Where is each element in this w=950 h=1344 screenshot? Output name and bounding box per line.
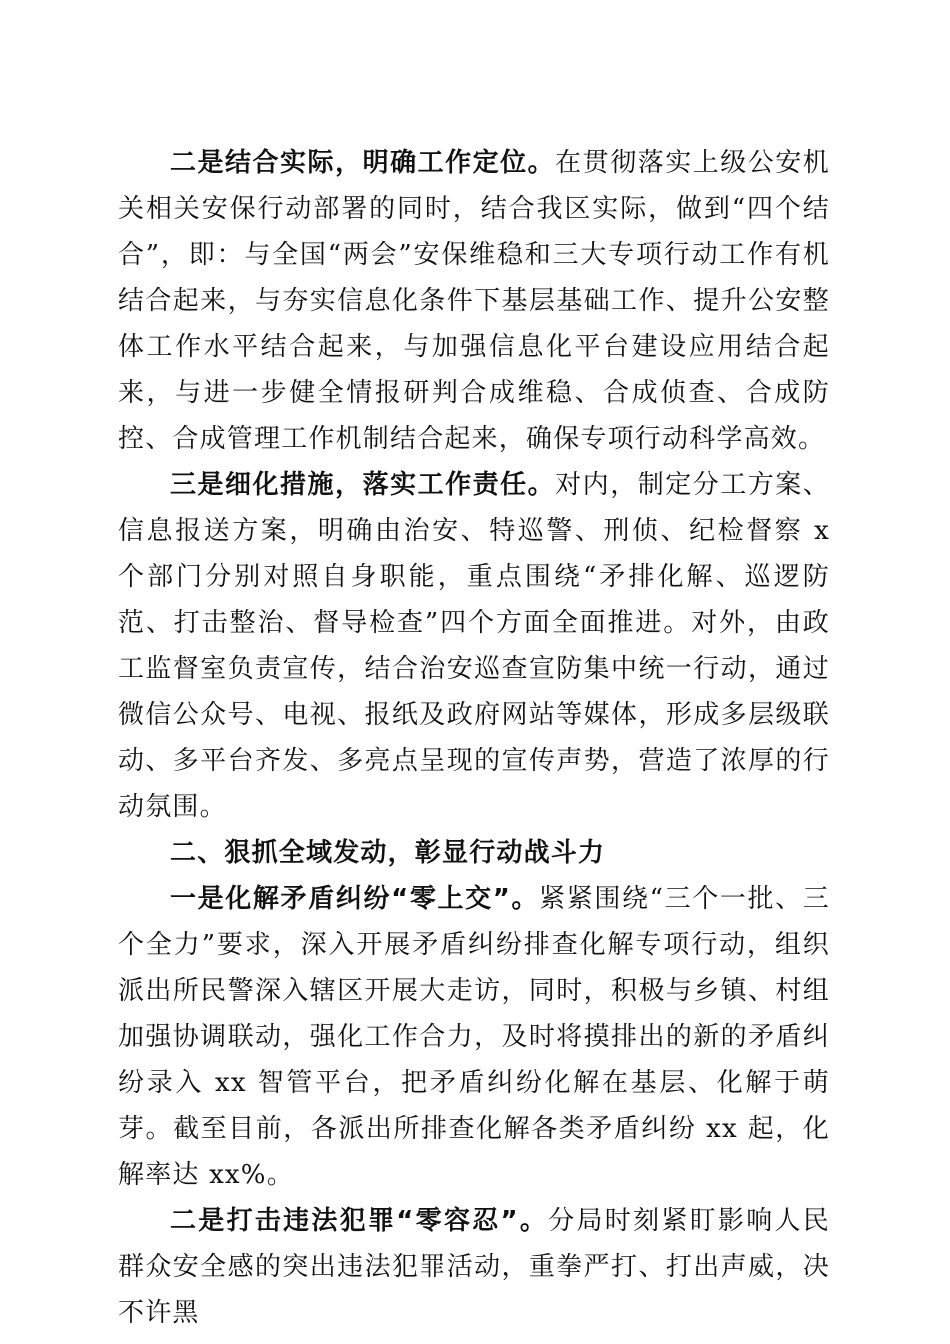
paragraph-combine-reality (118, 140, 830, 462)
paragraph-text: 分局时刻紧盯影响人民群众安全感的突出违法犯罪活动，重拳严打、打出声威，决不许黑 (118, 1206, 830, 1328)
paragraph-text: 对内，制定分工方案、信息报送方案，明确由治安、特巡警、刑侦、纪检督察 x 个部门分别对照自身职能，重点围绕“矛排化解、巡逻防范、打击整治、督导检查”四个方面全面推进。对外，由政工监督室负责宣传，结合治安巡查宣防集中统一行动，通过微信公众号、电视、报纸及政府网站等媒体，形成多层级联动、多平台齐发、多亮点呈现的宣传声势，营造了浓厚的行动氛围。 (118, 470, 830, 822)
paragraph-text: 在贯彻落实上级公安机关相关安保行动部署的同时，结合我区实际，做到“四个结合”，即：与全国“两会”安保维稳和三大专项行动工作有机结合起来，与夯实信息化条件下基层基础工作、提升公安整体工作水平结合起来，与加强信息化平台建设应用结合起来，与进一步健全情报研判合成维稳、合成侦查、合成防控、合成管理工作机制结合起来，确保专项行动科学高效。 (118, 148, 830, 454)
paragraph-lead: 二是结合实际，明确工作定位。 (170, 148, 556, 178)
paragraph-refine-measures (118, 462, 830, 830)
paragraph-resolve-disputes (118, 876, 830, 1198)
paragraph-text: 紧紧围绕“三个一批、三个全力”要求，深入开展矛盾纠纷排查化解专项行动，组织派出所民警深入辖区开展大走访，同时，积极与乡镇、村组加强协调联动，强化工作合力，及时将摸排出的新的矛盾纠纷录入 xx 智管平台，把矛盾纠纷化解在基层、化解于萌芽。截至目前，各派出所排查化解各类矛盾纠纷 xx 起，化解率达 xx%。 (118, 884, 830, 1190)
paragraph-lead: 三是细化措施，落实工作责任。 (170, 470, 556, 500)
paragraph-lead: 一是化解矛盾纠纷“零上交”。 (170, 884, 540, 914)
paragraph-lead: 二是打击违法犯罪“零容忍”。 (170, 1206, 549, 1236)
document-body (118, 140, 830, 1336)
section-heading: 二、狠抓全域发动，彰显行动战斗力 (170, 838, 606, 868)
paragraph-crackdown-crime (118, 1198, 830, 1336)
